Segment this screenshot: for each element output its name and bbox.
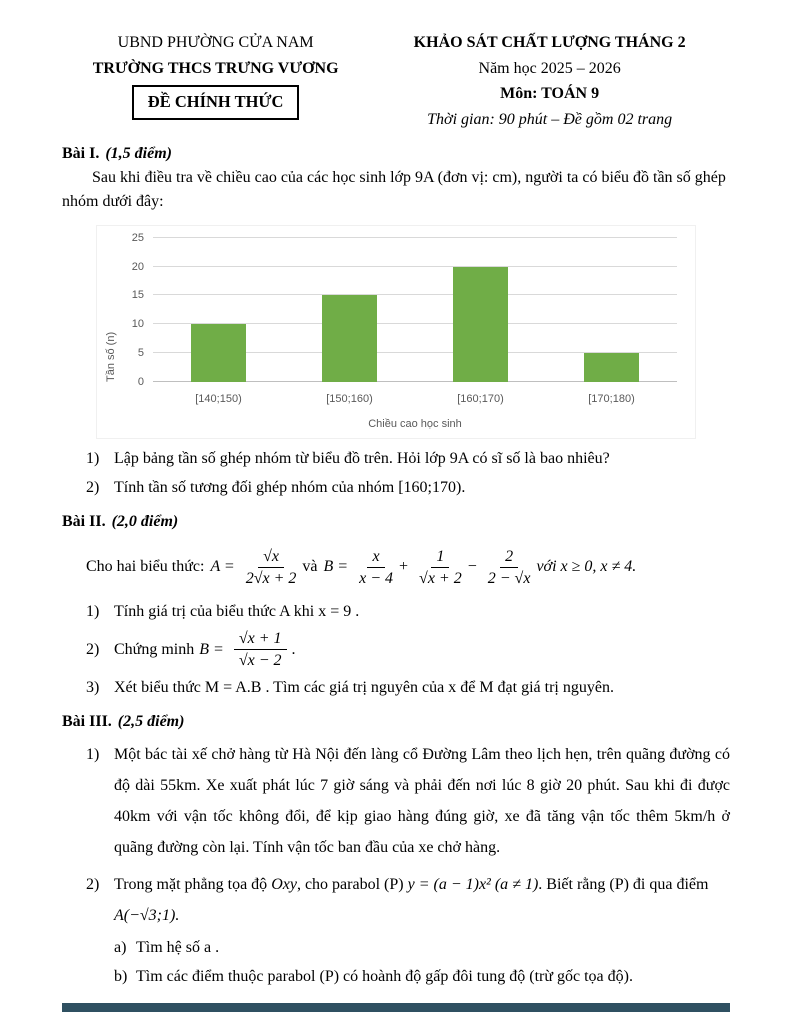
chart-x-axis-label: Chiều cao học sinh — [368, 417, 462, 430]
section-heading-2 — [62, 513, 730, 531]
y-tick-label: 0 — [137, 375, 144, 388]
fraction-denominator: x − 4 — [359, 569, 393, 587]
chart-y-axis-label: Tần số (n) — [105, 331, 117, 382]
official-exam-box: ĐỀ CHÍNH THỨC — [132, 85, 300, 119]
minus-operator: − — [467, 558, 477, 576]
y-tick-label: 25 — [131, 231, 144, 244]
list-item — [86, 600, 730, 624]
fraction-denominator: 2√x + 2 — [245, 569, 297, 587]
bar — [322, 295, 377, 381]
item-text: . Biết rằng (P) đi qua điểm — [538, 876, 709, 894]
item-number: 2) — [86, 478, 100, 496]
expressions-formula — [86, 547, 730, 588]
chart-y-ticks — [125, 231, 149, 388]
issuer-line: UBND PHƯỜNG CỬA NAM — [117, 34, 314, 51]
item-text: Lập bảng tần số ghép nhóm từ biểu đồ trên. Hỏi lớp 9A có sĩ số là bao nhiêu? — [114, 449, 610, 467]
bar-slot — [153, 238, 284, 382]
part1-intro: Sau khi điều tra về chiều cao của các học sinh lớp 9A (đơn vị: cm), người ta có biểu đồ tần số ghép nhóm dưới đây: — [62, 169, 726, 210]
sub-item-text: Tìm hệ số a . — [136, 938, 220, 956]
bar — [191, 324, 246, 382]
sub-item-letter: a) — [114, 938, 127, 956]
item-number: 3) — [86, 678, 100, 696]
parabola-equation: y = (a − 1)x² — [407, 876, 491, 894]
sub-item-text: Tìm các điểm thuộc parabol (P) có hoành độ gấp đôi tung độ (trừ gốc tọa độ). — [136, 967, 633, 985]
expr-B-lhs: B = — [323, 558, 349, 576]
bar-slot — [284, 238, 415, 382]
header-left — [62, 30, 369, 132]
item-text: Tính giá trị của biểu thức A khi x = 9 . — [114, 603, 360, 621]
school-year: Năm học 2025 – 2026 — [478, 59, 621, 77]
section-2-points: (2,0 điểm) — [111, 512, 179, 530]
list-item — [86, 739, 730, 864]
list-item — [86, 476, 730, 500]
fraction-numerator: 1 — [431, 547, 449, 568]
domain-condition: với x ≥ 0, x ≠ 4. — [536, 558, 637, 576]
frequency-bar-chart — [96, 225, 696, 439]
item-number: 1) — [86, 745, 100, 763]
y-tick-label: 10 — [131, 318, 144, 331]
section-2-title: Bài II. — [62, 512, 106, 530]
bar-slot — [415, 238, 546, 382]
fraction-denominator: 2 − √x — [487, 569, 531, 587]
period: . — [291, 640, 296, 658]
list-item — [86, 447, 730, 471]
section-heading-3 — [62, 713, 730, 731]
section-1-points: (1,5 điểm) — [105, 145, 172, 163]
list-item — [86, 676, 730, 700]
plus-operator: + — [399, 558, 409, 576]
fraction-numerator: √x — [258, 547, 284, 568]
expr-B-lhs: B = — [199, 640, 224, 658]
fraction — [359, 547, 393, 588]
item-number: 2) — [86, 640, 100, 658]
oxy-plane: Oxy — [271, 876, 297, 894]
fraction — [419, 547, 462, 588]
formula-intro: Cho hai biểu thức: — [86, 558, 205, 576]
item-number: 2) — [86, 876, 100, 894]
section-3-points: (2,5 điểm) — [117, 712, 185, 730]
and-word: và — [302, 558, 318, 576]
x-tick-label: [160;170) — [457, 392, 504, 405]
item-text: Tính tần số tương đối ghép nhóm của nhóm [160;170). — [114, 478, 466, 496]
bar — [453, 267, 508, 382]
fraction — [234, 629, 287, 670]
chart-x-ticks — [153, 393, 677, 405]
item-text: Một bác tài xế chở hàng từ Hà Nội đến làng cổ Đường Lâm theo lịch hẹn, trên quãng đường có độ dài 55km. Xe xuất phát lúc 7 giờ sáng và phải đến nơi lúc 8 giờ 20 phút. Sau khi đi được 40km với vận tốc không đổi, để kịp giao hàng đúng giờ, xe đã tăng vận tốc thêm 5km/h ở quãng đường còn lại. Tính vận tốc ban đầu của xe chở hàng. — [114, 745, 730, 857]
fraction-denominator: √x + 2 — [419, 569, 462, 587]
duration: Thời gian: 90 phút – Đề gồm 02 trang — [427, 110, 673, 128]
item-text: Chứng minh — [114, 640, 195, 658]
item-number: 1) — [86, 603, 100, 621]
bars-group — [153, 238, 677, 382]
subject: Môn: TOÁN 9 — [500, 85, 600, 103]
fraction-numerator: √x + 1 — [234, 629, 287, 650]
school-name: TRƯỜNG THCS TRƯNG VƯƠNG — [92, 59, 339, 77]
point-A: A(−√3;1). — [114, 907, 180, 925]
list-item — [86, 629, 730, 670]
bar — [584, 353, 639, 382]
footer-bar — [62, 1003, 730, 1012]
sub-item-a — [114, 934, 730, 961]
a-condition: (a ≠ 1) — [490, 876, 539, 894]
section-1-title: Bài I. — [62, 145, 100, 163]
sub-item-letter: b) — [114, 967, 128, 985]
expr-A-lhs: A = — [210, 558, 235, 576]
section-3-title: Bài III. — [62, 712, 112, 730]
y-tick-label: 15 — [131, 289, 144, 302]
sub-item-b — [114, 963, 730, 990]
x-tick-label: [150;160) — [326, 392, 373, 405]
chart-plot-area — [153, 238, 677, 382]
section-heading-1 — [62, 145, 730, 163]
fraction-numerator: 2 — [500, 547, 518, 568]
item-text: Xét biểu thức M = A.B . Tìm các giá trị nguyên của x để M đạt giá trị nguyên. — [114, 678, 614, 696]
list-item — [86, 869, 730, 990]
item-text: , cho parabol (P) — [296, 876, 408, 894]
fraction-denominator: √x − 2 — [238, 652, 282, 670]
fraction-numerator: x — [367, 547, 384, 568]
fraction — [488, 547, 531, 588]
exam-title: KHẢO SÁT CHẤT LƯỢNG THÁNG 2 — [413, 34, 686, 51]
item-number: 1) — [86, 449, 100, 467]
fraction — [246, 547, 297, 588]
y-tick-label: 5 — [137, 346, 144, 359]
x-tick-label: [170;180) — [588, 392, 635, 405]
item-text: Trong mặt phẳng tọa độ — [114, 876, 272, 894]
header-right — [369, 30, 730, 132]
bar-slot — [546, 238, 677, 382]
y-tick-label: 20 — [131, 260, 144, 273]
exam-header — [62, 30, 730, 132]
x-tick-label: [140;150) — [195, 392, 242, 405]
